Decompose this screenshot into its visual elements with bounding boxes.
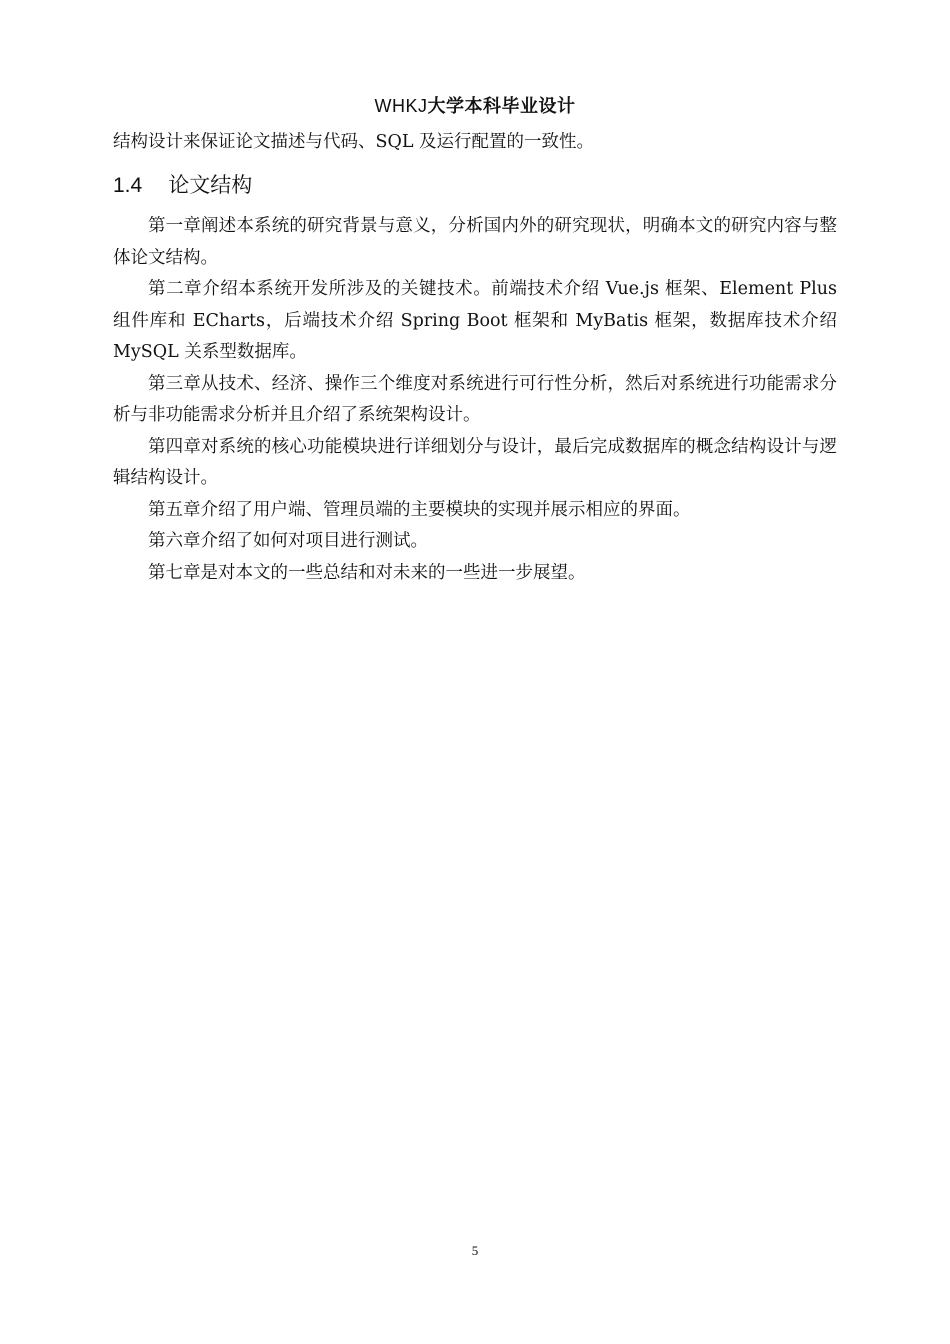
paragraph-chapter-1: 第一章阐述本系统的研究背景与意义，分析国内外的研究现状，明确本文的研究内容与整体论文结构。 [113,216,837,268]
paragraph-chapter-4: 第四章对系统的核心功能模块进行详细划分与设计，最后完成数据库的概念结构设计与逻辑结构设计。 [113,436,837,488]
section-title: 论文结构 [168,173,253,197]
continued-paragraph: 结构设计来保证论文描述与代码、SQL 及运行配置的一致性。 [113,132,595,152]
section-number: 1.4 [113,174,143,197]
paragraph-chapter-2: 第二章介绍本系统开发所涉及的关键技术。前端技术介绍 Vue.js 框架、Element Plus 组件库和 ECharts，后端技术介绍 Spring Boot 框架和 MyBatis 框架，数据库技术介绍 MySQL 关系型数据库。 [113,279,837,362]
paragraph-chapter-7: 第七章是对本文的一些总结和对未来的一些进一步展望。 [148,562,586,583]
section-heading [113,169,252,202]
page-number: 5 [471,1243,479,1258]
header-title: 大学本科毕业设计 [427,96,576,117]
section-body [113,211,837,589]
paragraph-chapter-6: 第六章介绍了如何对项目进行测试。 [148,531,428,551]
paragraph-chapter-3: 第三章从技术、经济、操作三个维度对系统进行可行性分析，然后对系统进行功能需求分析与非功能需求分析并且介绍了系统架构设计。 [113,373,837,425]
running-header [0,94,950,119]
header-school-code: WHKJ [374,96,428,116]
paragraph-chapter-5: 第五章介绍了用户端、管理员端的主要模块的实现并展示相应的界面。 [148,499,691,520]
